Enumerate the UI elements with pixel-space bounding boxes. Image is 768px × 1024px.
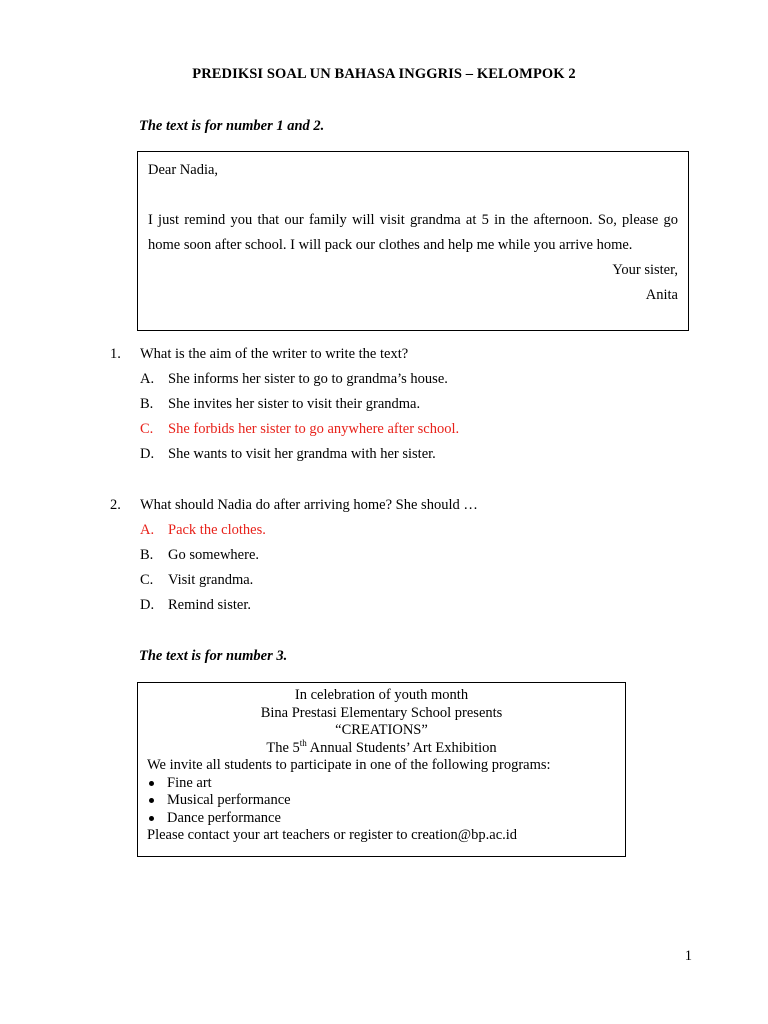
poster-line-2: Bina Prestasi Elementary School presents (260, 704, 503, 721)
option-letter: B. (140, 396, 154, 412)
option-c-answer (110, 417, 670, 442)
poster-exhibition-prefix: The 5 (266, 739, 300, 756)
option-c (110, 568, 670, 593)
section-2-intro: The text is for number 3. (139, 648, 288, 664)
option-text: She informs her sister to go to grandma’s house. (168, 371, 448, 387)
poster-exhibition-title (147, 737, 616, 758)
page-number: 1 (684, 948, 692, 964)
option-b (110, 543, 670, 568)
question-text: What should Nadia do after arriving home? She should … (140, 497, 478, 513)
program-list (147, 775, 616, 828)
letter-box (137, 151, 689, 331)
poster-contact: Please contact your art teachers or register to creation@bp.ac.id (147, 827, 518, 843)
list-item: Dance performance (147, 810, 616, 828)
poster-invite: We invite all students to participate in one of the following programs: (147, 757, 551, 773)
option-d (110, 442, 670, 467)
list-item: Musical performance (147, 792, 616, 810)
list-item: Fine art (147, 775, 616, 793)
option-text: Remind sister. (168, 597, 251, 613)
option-text: She invites her sister to visit their grandma. (168, 396, 421, 412)
section-1-intro: The text is for number 1 and 2. (139, 118, 325, 134)
option-text: Visit grandma. (168, 572, 254, 588)
option-letter: A. (140, 522, 155, 538)
option-letter: D. (140, 597, 155, 613)
question-number: 2. (110, 497, 121, 513)
option-a (110, 367, 670, 392)
option-letter: A. (140, 371, 155, 387)
letter-greeting: Dear Nadia, (148, 162, 219, 178)
letter-closing: Your sister, (612, 262, 678, 278)
question-2 (110, 493, 670, 618)
question-text: What is the aim of the writer to write the text? (140, 346, 409, 362)
question-1 (110, 342, 670, 467)
letter-signature: Anita (645, 287, 678, 303)
option-letter: C. (140, 421, 154, 437)
exhibition-poster (137, 682, 626, 857)
option-text: She forbids her sister to go anywhere after school. (168, 421, 460, 437)
letter-body: I just remind you that our family will visit grandma at 5 in the afternoon. So, please go home soon after school. I will pack our clothes and help me while you arrive home. (148, 212, 678, 253)
poster-exhibition-ordinal: th (299, 737, 307, 748)
page-title: PREDIKSI SOAL UN BAHASA INGGRIS – KELOMPOK 2 (192, 66, 576, 82)
option-text: She wants to visit her grandma with her sister. (168, 446, 436, 462)
option-d (110, 593, 670, 618)
poster-line-1: In celebration of youth month (294, 687, 469, 703)
option-letter: B. (140, 547, 154, 563)
poster-event-name: “CREATIONS” (335, 722, 428, 738)
option-letter: D. (140, 446, 155, 462)
option-text: Go somewhere. (168, 547, 260, 563)
option-text: Pack the clothes. (168, 522, 266, 538)
option-a-answer (110, 518, 670, 543)
option-letter: C. (140, 572, 154, 588)
option-b (110, 392, 670, 417)
question-number: 1. (110, 346, 121, 362)
poster-exhibition-suffix: Annual Students’ Art Exhibition (306, 739, 497, 756)
